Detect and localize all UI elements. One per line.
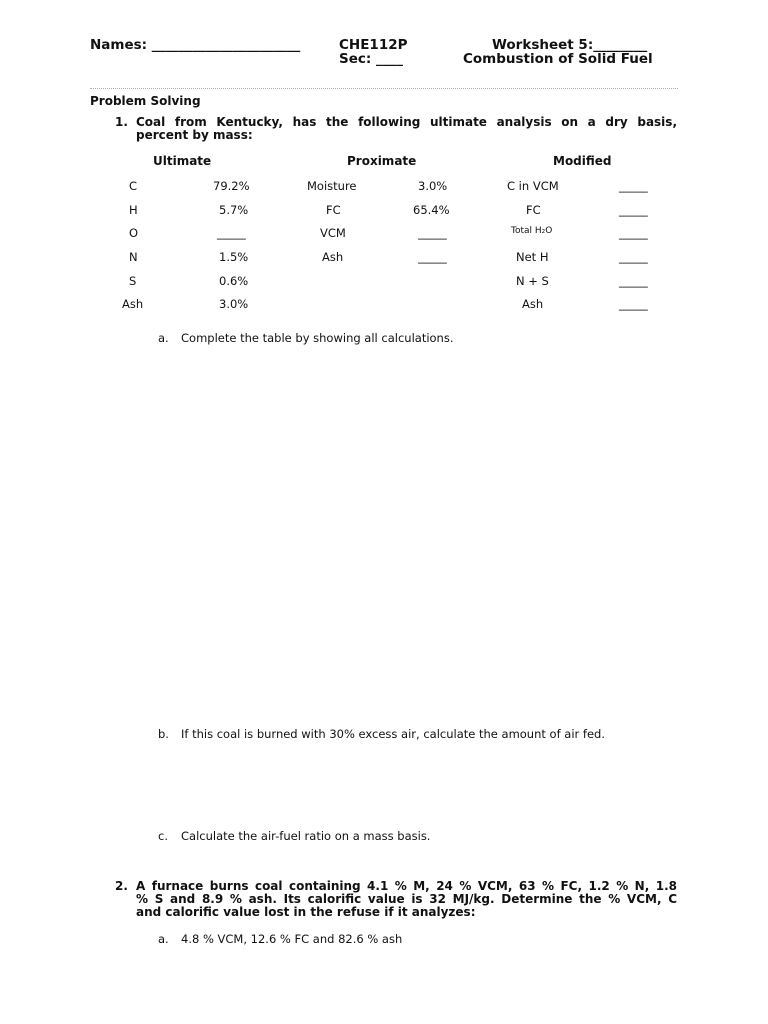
course-code: CHE112P bbox=[339, 37, 408, 53]
worksheet-number[interactable]: Worksheet 5:________ bbox=[492, 37, 648, 53]
mod-label-net-h: Net H bbox=[516, 250, 549, 264]
q2-text-line2: % S and 8.9 % ash. Its calorific value is 32 MJ/kg. Determine the % VCM, C bbox=[136, 892, 677, 906]
q2-text-line1: A furnace burns coal containing 4.1 % M, 24 % VCM, 63 % FC, 1.2 % N, 1.8 bbox=[136, 879, 677, 893]
q2-part-a-text: 4.8 % VCM, 12.6 % FC and 82.6 % ash bbox=[181, 932, 403, 946]
ult-value-ash: 3.0% bbox=[219, 297, 249, 311]
prox-value-moisture: 3.0% bbox=[418, 179, 448, 193]
ult-label-c: C bbox=[129, 179, 138, 193]
worksheet-title: Combustion of Solid Fuel bbox=[463, 51, 653, 67]
mod-label-n-plus-s: N + S bbox=[516, 274, 549, 288]
q1-part-b-letter: b. bbox=[158, 727, 169, 741]
mod-value-c-in-vcm-blank[interactable]: _____ bbox=[619, 179, 648, 193]
q1-number: 1. bbox=[115, 115, 128, 129]
mod-value-total-h2o-blank[interactable]: _____ bbox=[619, 226, 648, 240]
ult-label-h: H bbox=[129, 203, 138, 217]
mod-label-c-in-vcm: C in VCM bbox=[507, 179, 559, 193]
q2-text-line3: and calorific value lost in the refuse if it analyzes: bbox=[136, 905, 476, 919]
ult-label-o: O bbox=[129, 226, 139, 240]
prox-label-fc: FC bbox=[326, 203, 341, 217]
mod-value-n-plus-s-blank[interactable]: _____ bbox=[619, 274, 648, 288]
q2-number: 2. bbox=[115, 879, 128, 893]
mod-value-net-h-blank[interactable]: _____ bbox=[619, 250, 648, 264]
mod-label-fc: FC bbox=[526, 203, 541, 217]
header-divider bbox=[90, 88, 678, 89]
q1-part-a-text: Complete the table by showing all calculations. bbox=[181, 331, 454, 345]
header-proximate: Proximate bbox=[347, 154, 417, 168]
prox-label-moisture: Moisture bbox=[307, 179, 357, 193]
prox-label-vcm: VCM bbox=[320, 226, 346, 240]
q1-part-b-text: If this coal is burned with 30% excess air, calculate the amount of air fed. bbox=[181, 727, 605, 741]
section-heading: Problem Solving bbox=[90, 94, 201, 108]
ult-label-n: N bbox=[129, 250, 138, 264]
prox-label-ash: Ash bbox=[322, 250, 344, 264]
q2-part-a-letter: a. bbox=[158, 932, 169, 946]
header-modified: Modified bbox=[553, 154, 612, 168]
mod-label-ash: Ash bbox=[522, 297, 544, 311]
q1-text-line2: percent by mass: bbox=[136, 128, 253, 142]
mod-value-fc-blank[interactable]: _____ bbox=[619, 203, 648, 217]
ult-label-s: S bbox=[129, 274, 137, 288]
ult-value-c: 79.2% bbox=[213, 179, 250, 193]
section-field[interactable]: Sec: ____ bbox=[339, 51, 403, 67]
names-field[interactable]: Names: ______________________ bbox=[90, 37, 301, 53]
ult-value-o-blank[interactable]: _____ bbox=[217, 226, 246, 240]
prox-value-vcm-blank[interactable]: _____ bbox=[418, 226, 447, 240]
q1-part-c-letter: c. bbox=[158, 829, 168, 843]
ult-label-ash: Ash bbox=[122, 297, 144, 311]
header-ultimate: Ultimate bbox=[153, 154, 212, 168]
mod-label-total-h2o: Total H₂O bbox=[511, 226, 553, 236]
prox-value-ash-blank[interactable]: _____ bbox=[418, 250, 447, 264]
q1-text-line1: Coal from Kentucky, has the following ultimate analysis on a dry basis, bbox=[136, 115, 677, 129]
q1-part-c-text: Calculate the air-fuel ratio on a mass basis. bbox=[181, 829, 431, 843]
ult-value-h: 5.7% bbox=[219, 203, 249, 217]
mod-value-ash-blank[interactable]: _____ bbox=[619, 297, 648, 311]
prox-value-fc: 65.4% bbox=[413, 203, 450, 217]
q1-part-a-letter: a. bbox=[158, 331, 169, 345]
ult-value-s: 0.6% bbox=[219, 274, 249, 288]
ult-value-n: 1.5% bbox=[219, 250, 249, 264]
